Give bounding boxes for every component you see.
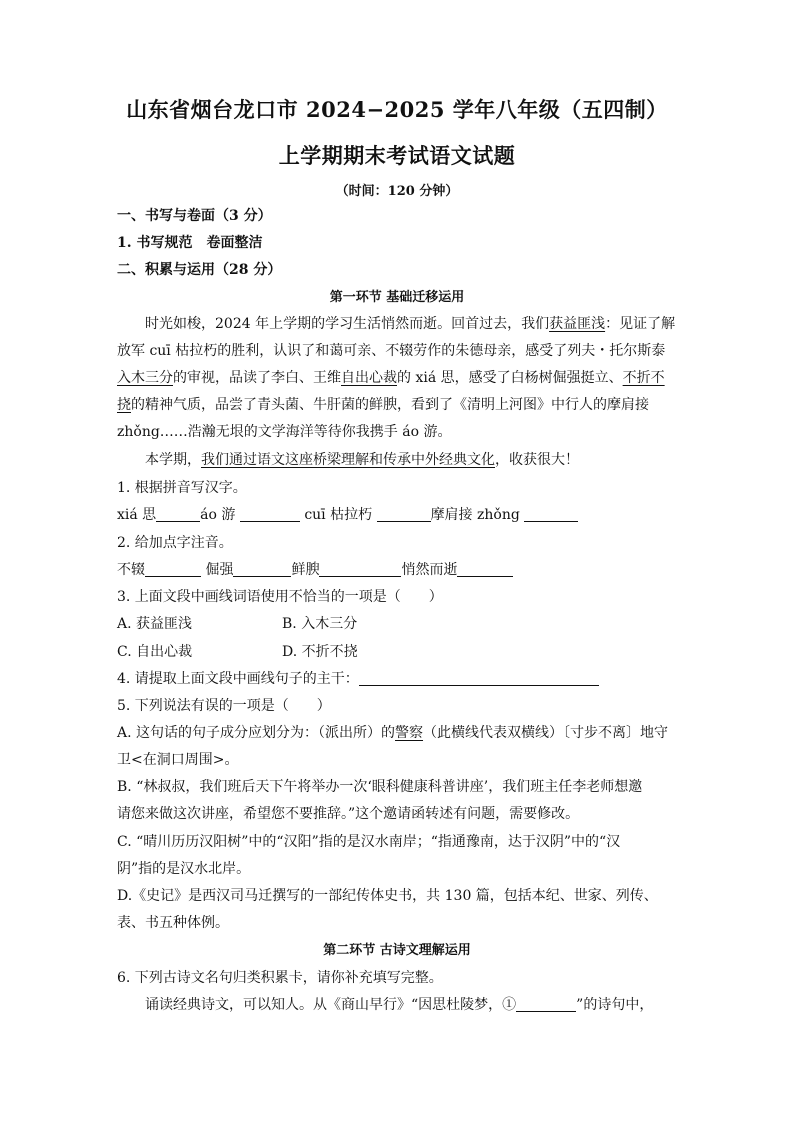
- answer-blank[interactable]: [457, 562, 513, 577]
- underlined-word: 不折不: [622, 370, 665, 386]
- subsection1-title: 第一环节 基础迁移运用: [329, 290, 465, 305]
- question-3-option-c[interactable]: C. 自出心裁: [117, 644, 193, 660]
- pinyin-prompt: xiá 思: [117, 507, 157, 523]
- section1-item: 1. 书写规范 卷面整洁: [117, 235, 263, 251]
- dotted-word: 倔强: [205, 562, 234, 578]
- question-4: [117, 670, 677, 688]
- question-3-option-b[interactable]: B. 入木三分: [282, 616, 358, 632]
- question-5-option-c-line2: 阴”指的是汉水北岸。: [117, 861, 251, 877]
- pinyin-prompt: 摩肩接 zhǒng: [430, 507, 520, 523]
- question-5-option-a-line2: 卫<在洞口周围>。: [117, 752, 239, 768]
- passage-line-1: [145, 315, 705, 333]
- answer-blank[interactable]: [233, 562, 291, 577]
- question-1-stem: 1. 根据拼音写汉字。: [117, 480, 247, 496]
- pinyin-prompt: cuī 枯拉朽: [304, 507, 373, 523]
- passage-text: ，收获很大！: [495, 452, 579, 468]
- exam-time: （时间：120 分钟）: [335, 184, 459, 199]
- exam-title-line2: 上学期期末考试语文试题: [278, 143, 516, 168]
- dotted-word: 悄然而逝: [401, 562, 458, 578]
- passage-line-2: 放军 cuī 枯拉朽的胜利，认识了和蔼可亲、不辍劳作的朱德母亲，感受了列夫・托尔斯泰: [117, 343, 666, 359]
- option-text: A. 这句话的句子成分应划分为：（派出所）的: [117, 725, 396, 741]
- question-6-line1: [145, 996, 705, 1014]
- answer-blank[interactable]: [240, 507, 300, 522]
- passage-line-4: [117, 396, 677, 414]
- answer-blank[interactable]: [319, 562, 401, 577]
- question-5-option-d-line1: D.《史记》是西汉司马迁撰写的一部纪传体史书，共 130 篇，包括本纪、世家、列传、: [117, 888, 658, 904]
- passage-text: 的 xiá 思，感受了白杨树倔强挺立、: [397, 370, 623, 386]
- passage-text: 的审视，品读了李白、王维: [173, 370, 341, 386]
- answer-blank[interactable]: [145, 562, 201, 577]
- passage-text: ：见证了解: [605, 316, 676, 332]
- answer-blank[interactable]: [516, 997, 576, 1012]
- passage-line-6: [145, 451, 705, 469]
- question-5-stem: 5. 下列说法有误的一项是（ ）: [117, 698, 331, 714]
- question-3-stem: 3. 上面文段中画线词语使用不恰当的一项是（ ）: [117, 589, 443, 605]
- passage-text: 的精神气质，品尝了青头菌、牛肝菌的鲜腴，看到了《清明上河图》中行人的摩肩接: [131, 397, 649, 413]
- question-1-blanks: [117, 506, 677, 524]
- question-2-blanks: [117, 561, 677, 579]
- underlined-word: 入木三分: [117, 370, 173, 386]
- underlined-word: 警察: [395, 725, 424, 741]
- question-5-option-a-line1: [117, 724, 677, 742]
- exam-title-line1: 山东省烟台龙口市 2024−2025 学年八年级（五四制）: [126, 97, 668, 122]
- question-text: 诵读经典诗文，可以知人。从《商山早行》“因思杜陵梦，①: [145, 997, 517, 1013]
- subsection2-title: 第二环节 古诗文理解运用: [323, 943, 471, 958]
- question-4-stem: 4. 请提取上面文段中画线句子的主干：: [117, 671, 359, 687]
- question-6-stem: 6. 下列古诗文名句归类积累卡，请你补充填写完整。: [117, 970, 443, 986]
- dotted-word: 不辍: [117, 562, 145, 578]
- question-3-option-a[interactable]: A. 获益匪浅: [117, 616, 193, 632]
- section1-heading: 一、书写与卷面（3 分）: [117, 208, 272, 224]
- answer-blank[interactable]: [377, 507, 431, 522]
- section2-heading: 二、积累与运用（28 分）: [117, 262, 282, 278]
- answer-blank[interactable]: [524, 507, 578, 522]
- underlined-word: 获益匪浅: [549, 316, 606, 332]
- answer-blank[interactable]: [156, 507, 200, 522]
- question-2-stem: 2. 给加点字注音。: [117, 535, 233, 551]
- underlined-sentence: 我们通过语文这座桥梁理解和传承中外经典文化: [201, 452, 495, 468]
- answer-blank[interactable]: [359, 671, 599, 686]
- question-3-option-d[interactable]: D. 不折不挠: [282, 644, 358, 660]
- question-5-option-d-line2: 表、书五种体例。: [117, 915, 229, 931]
- question-5-option-b-line1: B. “林叔叔，我们班后天下午将举办一次‘眼科健康科普讲座’，我们班主任李老师想邀: [117, 779, 643, 795]
- passage-line-3: [117, 369, 677, 387]
- option-text: （此横线代表双横线）〔寸步不离〕地守: [423, 725, 669, 741]
- pinyin-prompt: áo 游: [200, 507, 236, 523]
- passage-text: 时光如梭，2024 年上学期的学习生活悄然而逝。回首过去，我们: [145, 316, 550, 332]
- underlined-word: 自出心裁: [341, 370, 397, 386]
- question-5-option-c-line1: C. “晴川历历汉阳树”中的“汉阳”指的是汉水南岸；“指通豫南，达于汉阴”中的“汉: [117, 834, 621, 850]
- passage-line-5: zhǒng……浩瀚无垠的文学海洋等待你我携手 áo 游。: [117, 424, 452, 440]
- underlined-word: 挠: [117, 397, 131, 413]
- question-text: ”的诗句中，: [576, 997, 654, 1013]
- passage-text: 本学期，: [145, 452, 201, 468]
- dotted-word: 鲜腴: [291, 562, 320, 578]
- question-5-option-b-line2: 请您来做这次讲座，希望您不要推辞。”这个邀请函转述有问题，需要修改。: [117, 806, 580, 822]
